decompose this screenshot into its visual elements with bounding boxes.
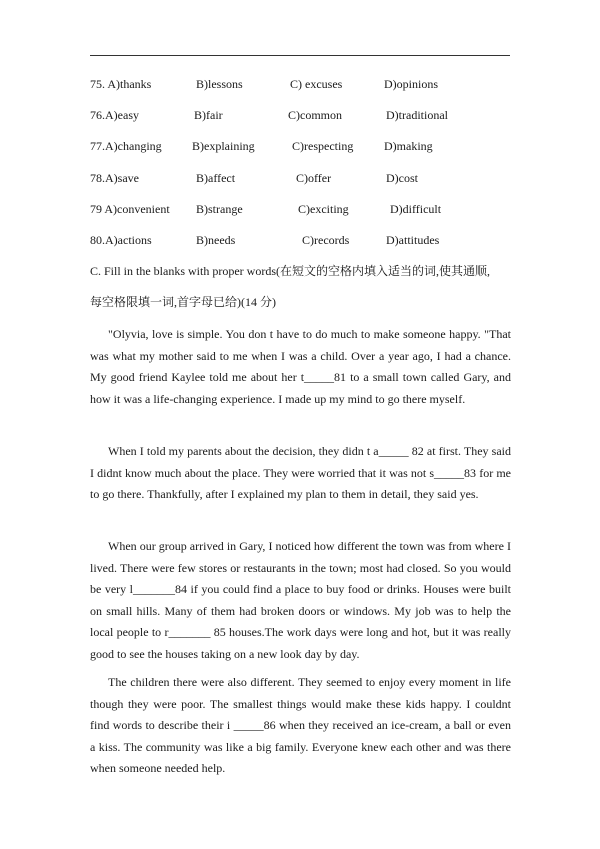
paragraph-2: [90, 441, 511, 506]
option-c: C)records: [302, 233, 350, 247]
paragraph-text: When our group arrived in Gary, I noticed how different the town was from where I lived. There were few stores or restaurants in the town; most had closed. So you would be very l_______84 if you could find a place to buy food or drinks. Houses were built on small hills. Many of them had broken doors or windows. My job was to help the local people to r_______ 85 houses.The work days were long and hot, but it was really good to see the houses taking on a new look day by day.: [90, 539, 511, 661]
option-a: 75. A)thanks: [90, 77, 152, 91]
option-a: 76.A)easy: [90, 108, 139, 122]
option-c: C)offer: [296, 171, 332, 185]
option-a: 79 A)convenient: [90, 202, 170, 216]
section-heading: C. Fill in the blanks with proper words(在短文的空格内填入适当的词,使其通顺,: [90, 264, 490, 278]
option-d: D)cost: [386, 171, 418, 185]
option-b: B)needs: [196, 233, 236, 247]
option-a: 77.A)changing: [90, 139, 162, 153]
option-d: D)traditional: [386, 108, 448, 122]
option-d: D)opinions: [384, 77, 438, 91]
option-b: B)explaining: [192, 139, 255, 153]
option-c: C)respecting: [292, 139, 354, 153]
option-d: D)difficult: [390, 202, 442, 216]
option-c: C)common: [288, 108, 342, 122]
paragraph-3: [90, 536, 511, 665]
option-d: D)attitudes: [386, 233, 440, 247]
option-b: B)strange: [196, 202, 243, 216]
option-a: 78.A)save: [90, 171, 139, 185]
paragraph-1: [90, 324, 511, 410]
option-b: B)affect: [196, 171, 236, 185]
paragraph-text: When I told my parents about the decision, they didn t a_____ 82 at first. They said I didnt know much about the place. They were worried that it was not s_____83 for me to go there. Thankfully, after I explained my plan to them in detail, they said yes.: [90, 444, 511, 501]
option-c: C) excuses: [290, 77, 343, 91]
paragraph-text: The children there were also different. They seemed to enjoy every moment in life though they were poor. The smallest things would make these kids happy. I couldnt find words to describe their i _____86 when they received an ice-cream, a ball or even a kiss. The community was like a big family. Everyone knew each other and was there when someone needed help.: [90, 675, 511, 775]
option-b: B)lessons: [196, 77, 243, 91]
option-b: B)fair: [194, 108, 223, 122]
paragraph-4: [90, 672, 511, 780]
option-c: C)exciting: [298, 202, 349, 216]
option-a: 80.A)actions: [90, 233, 152, 247]
paragraph-text: "Olyvia, love is simple. You don t have to do much to make someone happy. "That was what my mother said to me when I was a child. Over a year ago, I had a chance. My good friend Kaylee told me about her t_____81 to a small town called Gary, and how it was a life-changing experience. I made up my mind to go there myself.: [90, 327, 511, 406]
section-instructions: 每空格限填一词,首字母已给)(14 分): [90, 295, 276, 309]
option-d: D)making: [384, 139, 433, 153]
header-rule: [90, 55, 510, 56]
